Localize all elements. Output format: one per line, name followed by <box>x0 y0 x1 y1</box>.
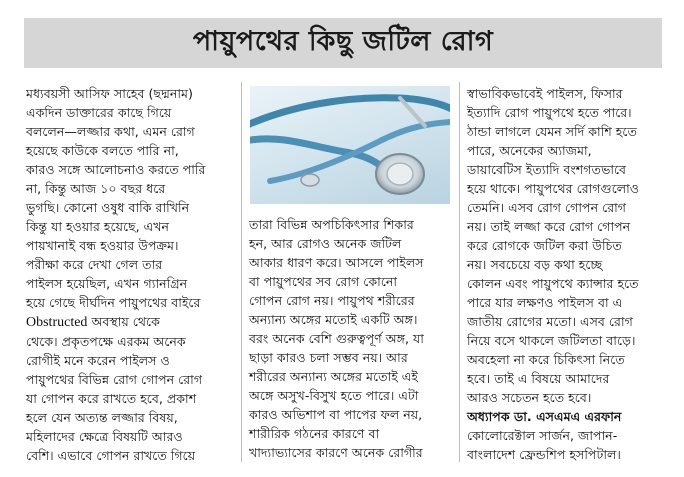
text-line: কারও অভিশাপ বা পাপের ফল নয়, <box>249 407 423 422</box>
text-line: স্বাভাবিকভাবেই পাইলস, ফিসার <box>467 86 623 101</box>
text-line: থেকে। প্রকৃতপক্ষে এরকম অনেক <box>26 334 186 349</box>
text-line: আরও সচেতন হতে হবে। <box>467 390 592 405</box>
text-line: খাদ্যাভ্যাসের কারণে অনেক রোগীর <box>249 445 423 460</box>
text-line: মধ্যবয়সী আসিফ সাহেব (ছদ্মনাম) <box>26 86 193 101</box>
text-line: হয়ে গেছে দীর্ঘদিন পায়ুপথের বাইরে <box>26 295 201 310</box>
text-line: পাইলস হয়েছিল, এখন গ্যানগ্রিন <box>26 276 188 291</box>
text-line: বেশি। এভাবে গোপন রাখতে গিয়ে <box>26 448 196 463</box>
article-column-2 <box>249 215 452 462</box>
column-divider <box>241 82 242 462</box>
text-line: পরীক্ষা করে দেখা গেল তার <box>26 257 163 272</box>
text-fragment: অবস্থায় থেকে <box>87 314 160 329</box>
english-term: Obstructed <box>26 315 88 330</box>
text-line: কারও সঙ্গে আলোচনাও করতে পারি <box>26 162 206 177</box>
text-line-obstructed <box>26 312 236 332</box>
text-line: নিয়ে বসে থাকলে জটিলতা বাড়ে। <box>467 333 636 348</box>
text-line: বা পায়ুপথের সব রোগ কোনো <box>249 274 398 289</box>
text-line: পায়ুপথের বিভিন্ন রোগ গোপন রোগ <box>26 372 203 387</box>
text-line: ভুগছি। কোনো ওষুধ বাকি রাখিনি <box>26 200 190 215</box>
text-line: ছাড়া কারও চলা সম্ভব নয়। আর <box>249 350 408 365</box>
text-line: অঙ্গে অসুখ-বিসুখ হতে পারে। এটা <box>249 388 419 403</box>
stethoscope-icon <box>250 86 450 204</box>
text-line: তারা বিভিন্ন অপচিকিৎসার শিকার <box>249 217 414 232</box>
text-line: নয়। সবচেয়ে বড় কথা হচ্ছে <box>467 257 603 272</box>
text-line: হলে যেন অত্যন্ত লজ্জার বিষয়, <box>26 410 178 425</box>
text-line: হন, আর রোগও অনেক জটিল <box>249 236 402 251</box>
author-affiliation: বাংলাদেশ ফ্রেন্ডশিপ হসপিটাল। <box>467 447 621 462</box>
column-divider <box>459 82 460 462</box>
text-line: একদিন ডাক্তারের কাছে গিয়ে <box>26 105 172 120</box>
text-line: করে রোগকে জটিল করা উচিত <box>467 238 622 253</box>
author-title: কোলোরেক্টাল সার্জন, জাপান- <box>467 428 618 443</box>
text-line: ঠান্ডা লাগলে যেমন সর্দি কাশি হতে <box>467 124 637 139</box>
author-name: অধ্যাপক ডা. এসএমএ এরফান <box>467 409 622 424</box>
text-line: যা গোপন করে রাখতে হবে, প্রকাশ <box>26 391 197 406</box>
article-column-3 <box>467 84 667 464</box>
text-line: হবে। তাই এ বিষয়ে আমাদের <box>467 371 610 386</box>
text-line: রোগীই মনে করেন পাইলস ও <box>26 353 170 368</box>
text-line: অবহেলা না করে চিকিৎসা নিতে <box>467 352 625 367</box>
text-line: কোলন এবং পায়ুপথে ক্যান্সার হতে <box>467 276 639 291</box>
text-line: পায়খানাই বন্ধ হওয়ার উপক্রম। <box>26 238 179 253</box>
text-line: পারে, অনেকের অ্যাজমা, <box>467 143 592 158</box>
text-line: গোপন রোগ নয়। পায়ুপথ শরীরের <box>249 293 415 308</box>
text-line: হয়েছে কাউকে বলতে পারি না, <box>26 143 179 158</box>
text-line: শরীরের অন্যান্য অঙ্গের মতোই এই <box>249 369 418 384</box>
headline: পায়ুপথের কিছু জটিল রোগ <box>192 25 494 57</box>
text-line: বললেন—লজ্জার কথা, এমন রোগ <box>26 124 195 139</box>
text-line: জাতীয় রোগের মতো। এসব রোগ <box>467 314 633 329</box>
stethoscope-photo <box>250 86 450 204</box>
text-line: নয়। তাই লজ্জা করে রোগ গোপন <box>467 219 631 234</box>
text-line: ডায়াবেটিস ইত্যাদি বংশগতভাবে <box>467 162 627 177</box>
text-line: পারে যার লক্ষণও পাইলস বা এ <box>467 295 623 310</box>
text-line: আকার ধারণ করে। আসলে পাইলস <box>249 255 424 270</box>
text-line: অন্যান্য অঙ্গের মতোই একটি অঙ্গ। <box>249 312 418 327</box>
text-line: ইত্যাদি রোগ পায়ুপথে হতে পারে। <box>467 105 632 120</box>
text-line: না, কিন্তু আজ ১০ বছর ধরে <box>26 181 166 196</box>
text-line: তেমনি। এসব রোগ গোপন রোগ <box>467 200 627 215</box>
text-line: হয়ে থাকে। পায়ুপথের রোগগুলোও <box>467 181 640 196</box>
text-line: শারীরিক গঠনের কারণে বা <box>249 426 380 441</box>
headline-banner <box>24 18 662 68</box>
article-column-1 <box>26 84 236 465</box>
text-line: কিন্তু যা হওয়ার হয়েছে, এখন <box>26 219 170 234</box>
text-line: বরং অনেক বেশি গুরুত্বপূর্ণ অঙ্গ, যা <box>249 331 424 346</box>
text-line: মহিলাদের ক্ষেত্রে বিষয়টি আরও <box>26 429 183 444</box>
